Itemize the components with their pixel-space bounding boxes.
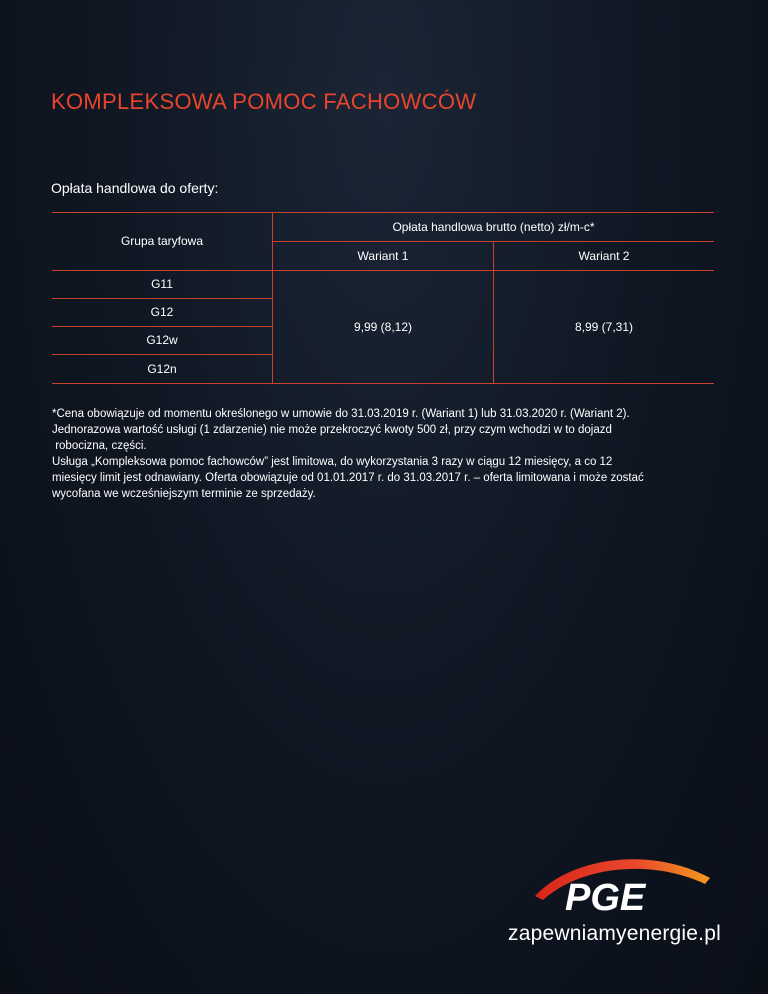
footnote-line: wycofana we wcześniejszym terminie ze sprzedaży.: [52, 488, 316, 500]
group-cell: G12n: [147, 361, 177, 376]
brand-tagline: zapewniamyenergie.pl: [508, 922, 721, 945]
table-bottom-rule: [52, 383, 714, 384]
header-fee: Opłata handlowa brutto (netto) zł/m-c*: [392, 219, 595, 234]
footnote-line: Jednorazowa wartość usługi (1 zdarzenie) nie może przekroczyć kwoty 500 zł, przy czym wchodzi w to dojazd: [52, 424, 612, 436]
footnote: [52, 406, 722, 502]
logo-wordmark: PGE: [565, 877, 646, 919]
group-cell: G12w: [146, 333, 178, 347]
fee-table: [52, 212, 714, 384]
value-variant-2: 8,99 (7,31): [574, 319, 634, 334]
footnote-line: Usługa „Kompleksowa pomoc fachowców” jest limitowa, do wykorzystania 3 razy w ciągu 12 miesięcy, a co 12: [52, 456, 613, 468]
value-variant-1: 9,99 (8,12): [353, 319, 413, 334]
header-variant-2: Wariant 2: [578, 248, 630, 263]
footnote-line: miesięcy limit jest odnawiany. Oferta obowiązuje od 01.01.2017 r. do 31.03.2017 r. – oferta limitowana i może zostać: [52, 472, 644, 484]
footnote-line: *Cena obowiązuje od momentu określonego w umowie do 31.03.2019 r. (Wariant 1) lub 31.03.2020 r. (Wariant 2).: [52, 408, 630, 420]
group-cell: G12: [150, 305, 174, 319]
footnote-line: robocizna, części.: [52, 440, 147, 452]
table-caption: Opłata handlowa do oferty:: [51, 180, 219, 196]
page-title: KOMPLEKSOWA POMOC FACHOWCÓW: [51, 89, 477, 114]
header-group: Grupa taryfowa: [120, 234, 204, 248]
header-variant-1: Wariant 1: [357, 248, 409, 263]
group-cell: G11: [151, 277, 173, 291]
